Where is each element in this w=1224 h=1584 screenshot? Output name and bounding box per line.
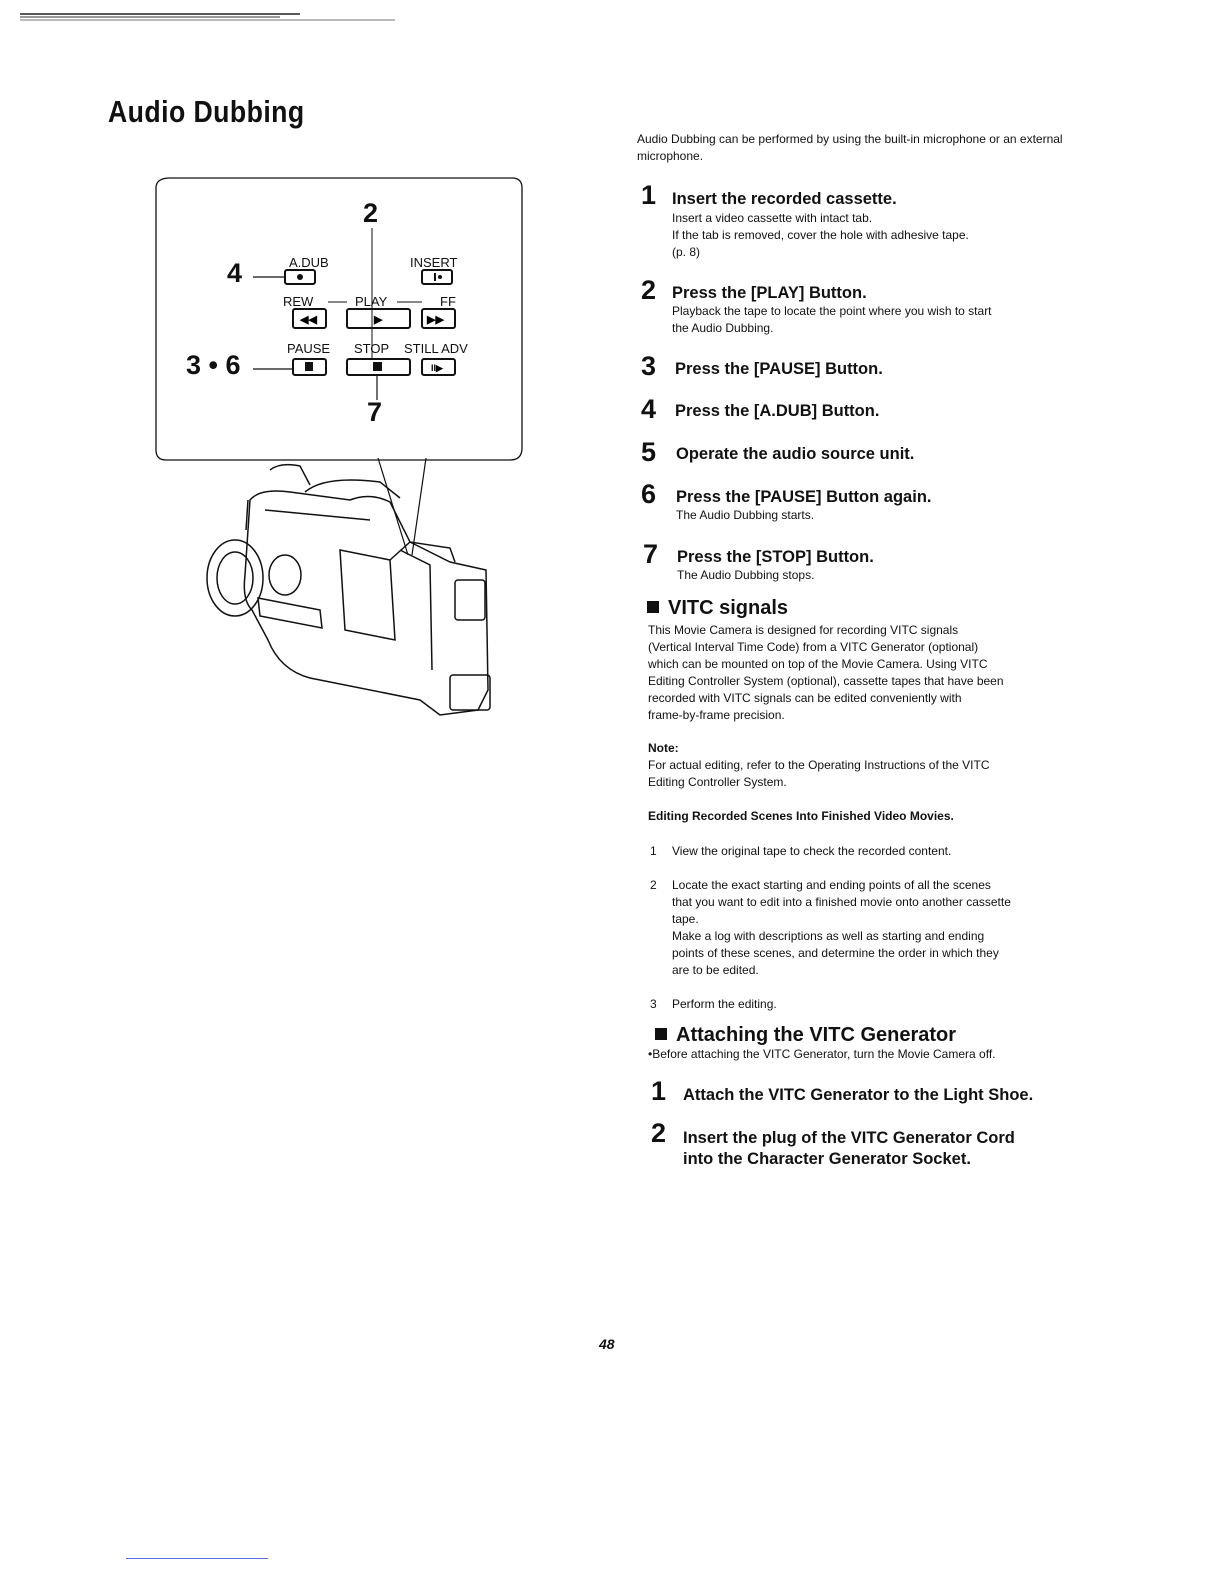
- note-label: Note:: [648, 741, 679, 755]
- label-ff: FF: [440, 294, 456, 309]
- step-heading: Press the [STOP] Button.: [677, 548, 874, 566]
- page-number: 48: [599, 1336, 615, 1352]
- label-insert: INSERT: [410, 255, 458, 270]
- step-number: 6: [641, 479, 657, 509]
- vitc-paragraph: This Movie Camera is designed for recording VITC signals (Vertical Interval Time Code) from a VITC Generator (optional) which can be mounted on top of the Movie Camera. Using VITC Editing Controller System (optional), cassette tapes that have been recorded with VITC signals can be edited conveniently with frame-by-frame precision.: [648, 623, 1004, 722]
- scan-artifact-line: [0, 6, 420, 26]
- editing-subheading: Editing Recorded Scenes Into Finished Video Movies.: [648, 809, 954, 823]
- step-heading: Press the [A.DUB] Button.: [675, 402, 880, 420]
- step-number: 3: [641, 351, 657, 381]
- step-body: The Audio Dubbing stops.: [677, 568, 815, 582]
- step-number: 1: [641, 180, 657, 210]
- page-title: Audio Dubbing: [108, 94, 305, 129]
- callout-box: [156, 178, 522, 460]
- callout-3-6: 3 • 6: [186, 350, 241, 380]
- callout-2: 2: [363, 198, 379, 228]
- square-bullet-icon: [647, 601, 659, 613]
- step-number: 7: [643, 539, 659, 569]
- camcorder-drawing: [207, 465, 490, 715]
- step-number: 5: [641, 437, 657, 467]
- note-text: For actual editing, refer to the Operating Instructions of the VITC Editing Controller System.: [648, 758, 990, 789]
- label-still-adv: STILL ADV: [404, 341, 468, 356]
- insert-button: [422, 270, 452, 284]
- step-heading: Press the [PAUSE] Button again.: [676, 488, 932, 506]
- callout-7: 7: [367, 397, 383, 427]
- attach-bullet: •Before attaching the VITC Generator, turn the Movie Camera off.: [648, 1047, 996, 1061]
- step-number: 2: [651, 1118, 667, 1148]
- step-number: 1: [651, 1076, 667, 1106]
- square-bullet-icon: [655, 1028, 667, 1040]
- label-play: PLAY: [355, 294, 388, 309]
- svg-text:▶: ▶: [374, 314, 383, 326]
- intro-text: Audio Dubbing can be performed by using the built-in microphone or an external microphone.: [637, 132, 1063, 163]
- step-heading: Press the [PAUSE] Button.: [675, 360, 883, 378]
- step-heading: Insert the plug of the VITC Generator Cord into the Character Generator Socket.: [683, 1129, 1015, 1168]
- callout-4: 4: [227, 258, 243, 288]
- step-body: Insert a video cassette with intact tab. If the tab is removed, cover the hole with adhesive tape. (p. 8): [672, 211, 969, 259]
- step-heading: Press the [PLAY] Button.: [672, 284, 867, 302]
- step-heading: Insert the recorded cassette.: [672, 190, 897, 208]
- svg-text:◀◀: ◀◀: [300, 314, 317, 326]
- scan-artifact-bottom-line: [126, 1558, 268, 1559]
- label-rew: REW: [283, 294, 314, 309]
- camera-figure: [150, 170, 540, 740]
- section-vitc-signals: VITC signals: [647, 597, 788, 620]
- label-adub: A.DUB: [289, 255, 329, 270]
- step-body: Playback the tape to locate the point where you wish to start the Audio Dubbing.: [672, 304, 992, 335]
- step-heading: Operate the audio source unit.: [676, 445, 915, 463]
- section-attaching-vitc: Attaching the VITC Generator: [655, 1024, 956, 1047]
- step-number: 4: [641, 394, 657, 424]
- step-number: 2: [641, 275, 657, 305]
- svg-text:▶▶: ▶▶: [427, 314, 444, 326]
- step-heading: Attach the VITC Generator to the Light Shoe.: [683, 1086, 1034, 1104]
- label-pause: PAUSE: [287, 341, 331, 356]
- label-stop: STOP: [354, 341, 390, 356]
- svg-text:II▶: II▶: [431, 363, 443, 373]
- step-body: The Audio Dubbing starts.: [676, 508, 815, 522]
